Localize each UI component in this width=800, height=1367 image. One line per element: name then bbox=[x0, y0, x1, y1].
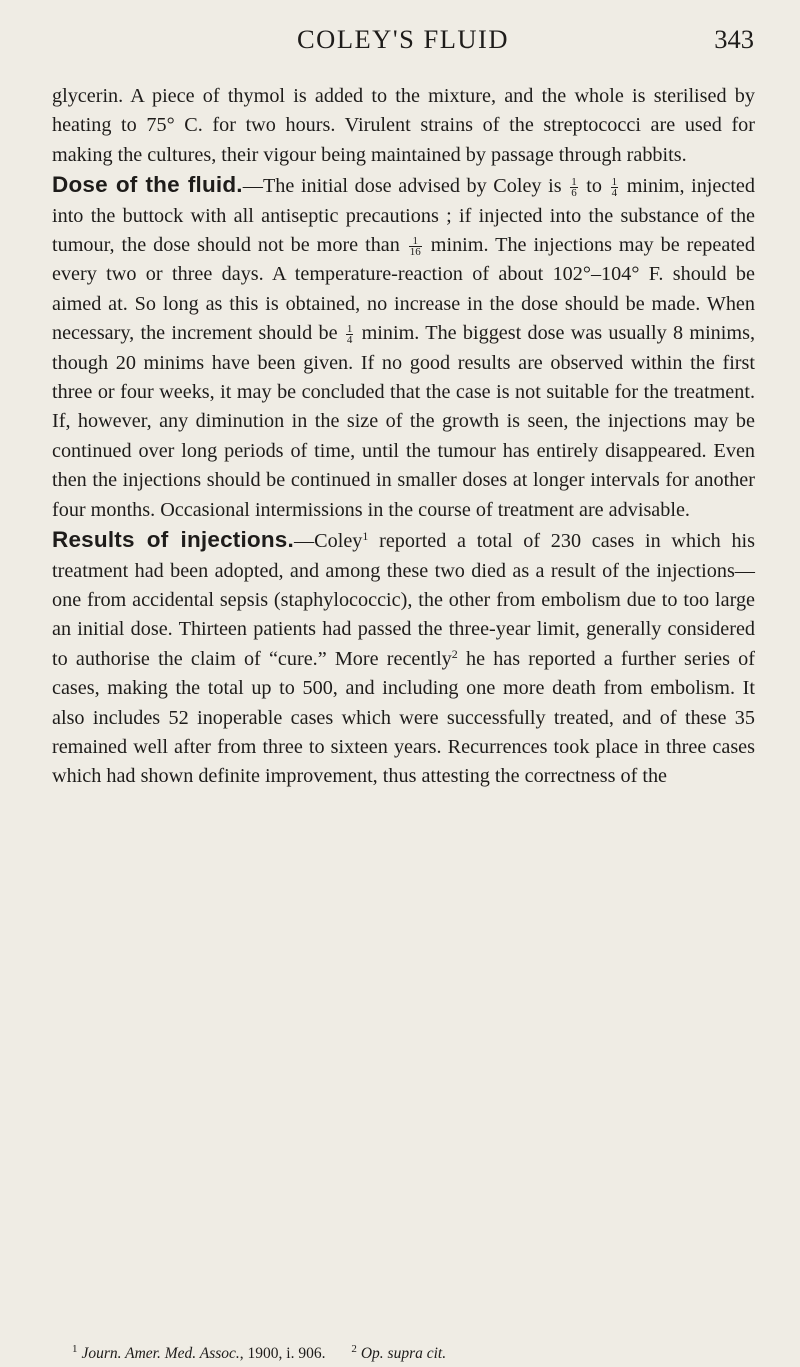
page-header bbox=[52, 20, 754, 60]
paragraph-preparation: glycerin. A piece of thymol is added to the mixture, and the whole is sterilised by heating to 75° C. for two hours. Virulent strains of the streptococci are used for making the cultures, their vigour being maintained by passage through rabbits. bbox=[52, 85, 755, 166]
section-heading-dose: Dose of the fluid. bbox=[52, 172, 243, 198]
dose-text-5: minim. The biggest dose was usually 8 minims, though 20 minims have been given. If no good results are observed within the first three or four weeks, it may be concluded that the case is not suitable for the treatment. If, however, any diminution in the size of the growth is seen, the injections may be continued over long periods of time, until the tumour has entirely disappeared. Even then the injections should be continued in smaller doses at longer intervals for another four months. Occasional intermissions in the course of treatment are advisable. bbox=[52, 322, 755, 521]
results-text-1: —Coley bbox=[293, 530, 363, 553]
paragraph-dose bbox=[52, 170, 755, 525]
footnote-ref-1[interactable]: 1 bbox=[362, 529, 369, 544]
footnote-1-source: Journ. Amer. Med. Assoc. bbox=[81, 1345, 240, 1362]
footnote-ref-2[interactable]: 2 bbox=[451, 646, 458, 661]
footnote-2-mark: 2 bbox=[351, 1343, 357, 1355]
body-text bbox=[52, 82, 755, 792]
fraction-one-sixth: $\frac{1}{6}$ bbox=[571, 176, 577, 200]
footnote-1-details: , 1900, i. 906. bbox=[239, 1345, 326, 1362]
footnote-2 bbox=[351, 1339, 446, 1364]
results-text-2: reported a total of 230 cases in which his treatment had been adopted, and among these two died as a result of the injections—one from accidental sepsis (staphylococcic), the other from embolism due to too large an initial dose. Thirteen patients had passed the three-year limit, generally considered to authorise the claim of “cure.” More recently bbox=[52, 530, 756, 670]
dose-text-2: to bbox=[579, 175, 609, 198]
results-text-3: he has reported a further series of cases, making the total up to 500, and including one more death from embolism. It also includes 52 inoperable cases which were successfully treated, and of these 35 remained well after from three to sixteen years. Recurrences took place in three cases which had shown definite improvement, thus attesting the correctness of the bbox=[52, 647, 755, 788]
footnote-1 bbox=[72, 1339, 325, 1364]
section-heading-results: Results of injections. bbox=[52, 527, 294, 553]
dose-text-3: minim, injected into the buttock with all antiseptic precautions ; if injected into the substance of the tumour, the dose should not be more than bbox=[52, 175, 755, 257]
footnote-2-text: Op. supra cit. bbox=[360, 1345, 447, 1362]
paragraph-results bbox=[52, 525, 755, 792]
dose-text-4: minim. The injections may be repeated every two or three days. A temperature-reaction of about 102°–104° F. should be aimed at. So long as this is obtained, no increase in the dose should be made. When necessary, the increment should be bbox=[52, 234, 755, 345]
footnotes bbox=[72, 1339, 732, 1364]
footnote-1-mark: 1 bbox=[72, 1343, 78, 1355]
running-title: COLEY'S FLUID bbox=[297, 24, 509, 54]
page-number: 343 bbox=[714, 24, 754, 54]
dose-text-1: —The initial dose advised by Coley is bbox=[242, 175, 569, 198]
fraction-one-quarter: $\frac{1}{4}$ bbox=[611, 176, 618, 200]
fraction-one-sixteenth: $\frac{1}{16}$ bbox=[409, 235, 421, 259]
fraction-one-quarter-increment: $\frac{1}{4}$ bbox=[346, 323, 353, 347]
